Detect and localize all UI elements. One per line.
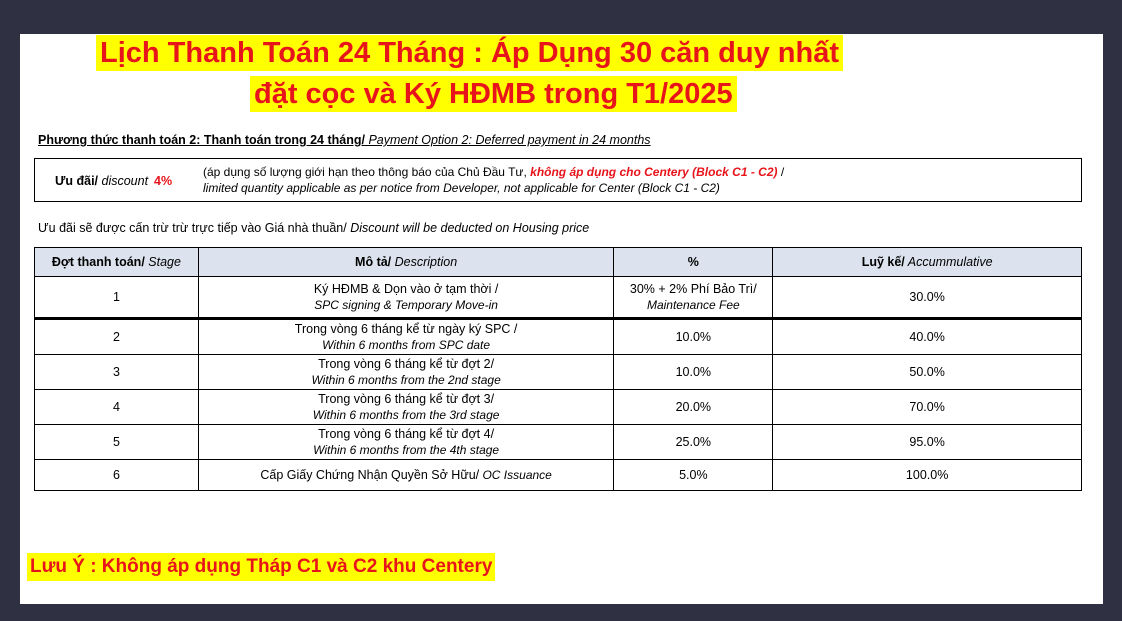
accumulative-cell: 40.0% (773, 319, 1082, 355)
accumulative-cell: 95.0% (773, 425, 1082, 460)
discount-label (55, 174, 172, 188)
table-row (35, 460, 1082, 491)
table-row (35, 355, 1082, 390)
table-row (35, 425, 1082, 460)
stage-cell: 3 (35, 355, 199, 390)
title-line-1: Lịch Thanh Toán 24 Tháng : Áp Dụng 30 căn duy nhất (96, 35, 843, 71)
accumulative-cell: 100.0% (773, 460, 1082, 491)
discount-note (203, 164, 784, 196)
discount-percent: 4% (154, 174, 173, 188)
description-cell: Cấp Giấy Chứng Nhận Quyền Sở Hữu/ OC Issuance (198, 460, 614, 491)
discount-note-vi: (áp dụng số lượng giới hạn theo thông báo của Chủ Đầu Tư, (203, 165, 531, 179)
header-stage: Đợt thanh toán/ Stage (35, 248, 199, 277)
accumulative-cell: 50.0% (773, 355, 1082, 390)
title-line-2: đặt cọc và Ký HĐMB trong T1/2025 (250, 76, 737, 112)
payment-option-heading (38, 133, 651, 147)
document-page (20, 34, 1103, 604)
header-description: Mô tả/ Description (198, 248, 614, 277)
percent-cell: 5.0% (614, 460, 773, 491)
deduction-note (38, 221, 589, 235)
heading-vi: Phương thức thanh toán 2: Thanh toán trong 24 tháng/ (38, 133, 365, 147)
stage-cell: 1 (35, 277, 199, 319)
table-header-row (35, 248, 1082, 277)
discount-box (34, 158, 1082, 202)
deduction-vi: Ưu đãi sẽ được cấn trừ trừ trực tiếp vào Giá nhà thuần/ (38, 221, 347, 235)
discount-label-en: discount (98, 174, 149, 188)
table-row (35, 390, 1082, 425)
description-cell: Trong vòng 6 tháng kể từ đợt 4/ Within 6 months from the 4th stage (198, 425, 614, 460)
percent-cell: 10.0% (614, 319, 773, 355)
discount-note-en: limited quantity applicable as per notice from Developer, not applicable for Center (Block C1 - C2) (203, 181, 720, 195)
stage-cell: 6 (35, 460, 199, 491)
description-cell: Trong vòng 6 tháng kể từ đợt 2/ Within 6 months from the 2nd stage (198, 355, 614, 390)
percent-cell: 20.0% (614, 390, 773, 425)
header-accumulative: Luỹ kế/ Accummulative (773, 248, 1082, 277)
heading-en: Payment Option 2: Deferred payment in 24 months (364, 133, 651, 147)
percent-cell: 10.0% (614, 355, 773, 390)
deduction-en: Discount will be deducted on Housing price (346, 221, 590, 235)
stage-cell: 5 (35, 425, 199, 460)
payment-schedule-table (34, 247, 1082, 491)
discount-note-sep: / (777, 165, 785, 179)
table-row (35, 319, 1082, 355)
accumulative-cell: 30.0% (773, 277, 1082, 319)
discount-label-vi: Ưu đãi/ (55, 174, 99, 188)
description-cell: Ký HĐMB & Dọn vào ở tạm thời / SPC signing & Temporary Move-in (198, 277, 614, 319)
table-row (35, 277, 1082, 319)
accumulative-cell: 70.0% (773, 390, 1082, 425)
header-percent: % (614, 248, 773, 277)
stage-cell: 4 (35, 390, 199, 425)
percent-cell: 30% + 2% Phí Bảo Trì/ Maintenance Fee (614, 277, 773, 319)
stage-cell: 2 (35, 319, 199, 355)
description-cell: Trong vòng 6 tháng kể từ đợt 3/ Within 6 months from the 3rd stage (198, 390, 614, 425)
percent-cell: 25.0% (614, 425, 773, 460)
description-cell: Trong vòng 6 tháng kể từ ngày ký SPC / Within 6 months from SPC date (198, 319, 614, 355)
discount-note-red: không áp dụng cho Centery (Block C1 - C2) (530, 165, 778, 179)
footnote-warning: Lưu Ý : Không áp dụng Tháp C1 và C2 khu Centery (27, 553, 495, 581)
